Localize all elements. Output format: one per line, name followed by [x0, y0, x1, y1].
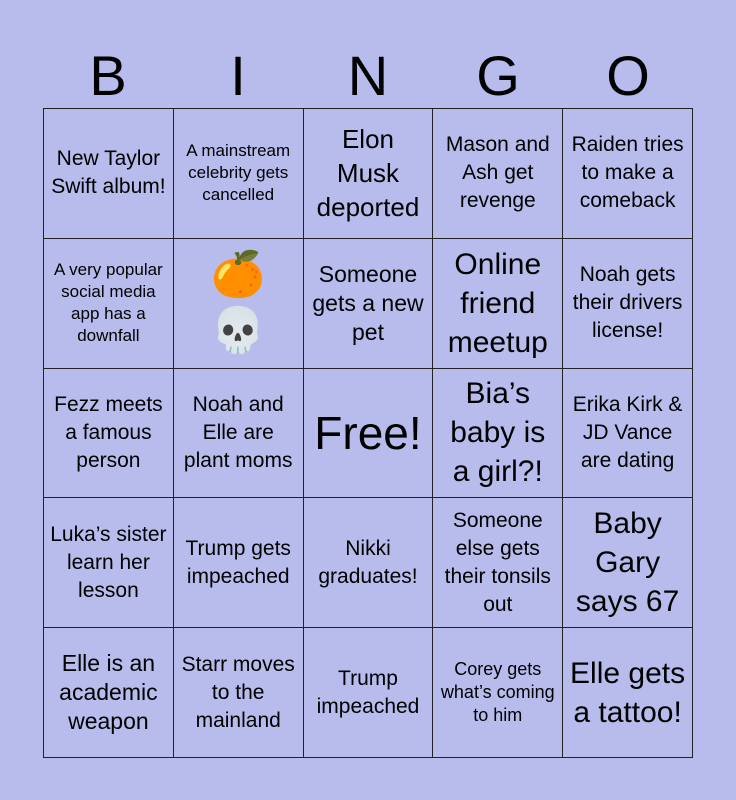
free-space-label: Free! [314, 406, 422, 459]
bingo-cell[interactable] [304, 239, 434, 369]
header-letter-i: I [230, 44, 246, 107]
cell-text: Mason and Ash get revenge [445, 133, 550, 213]
bingo-cell[interactable] [304, 109, 434, 239]
bingo-header [43, 44, 693, 108]
header-letter-g: G [476, 44, 520, 107]
bingo-cell[interactable] [563, 239, 693, 369]
bingo-cell[interactable] [433, 109, 563, 239]
bingo-cell[interactable] [433, 239, 563, 369]
cell-text: Luka’s sister learn her lesson [50, 522, 167, 602]
cell-text: Online friend meetup [447, 247, 548, 359]
cell-text: Corey gets what’s coming to him [440, 659, 555, 726]
bingo-cell[interactable] [44, 498, 174, 628]
cell-text: Fezz meets a famous person [54, 392, 163, 472]
bingo-cell[interactable] [174, 109, 304, 239]
bingo-cell[interactable] [44, 109, 174, 239]
cell-text: Bia’s baby is a girl?! [450, 377, 546, 489]
cell-text: Someone else gets their tonsils out [444, 508, 551, 616]
cell-text: Raiden tries to make a comeback [571, 133, 684, 213]
bingo-cell[interactable] [44, 239, 174, 369]
tangerine-skull-emoji-icon: 🍊💀 [210, 250, 266, 356]
bingo-cell[interactable] [563, 628, 693, 758]
free-space-cell[interactable] [304, 369, 434, 499]
bingo-cell[interactable] [44, 628, 174, 758]
cell-text: Noah gets their drivers license! [572, 263, 683, 343]
bingo-cell[interactable] [174, 369, 304, 499]
cell-text: Trump impeached [316, 666, 420, 718]
bingo-cell[interactable] [174, 498, 304, 628]
bingo-cell[interactable] [174, 628, 304, 758]
cell-text: Elle gets a tattoo! [570, 656, 686, 729]
bingo-cell[interactable] [563, 498, 693, 628]
cell-text: Elon Musk deported [316, 124, 420, 223]
cell-text: A mainstream celebrity gets cancelled [186, 141, 291, 205]
cell-text: Someone gets a new pet [312, 260, 424, 345]
cell-text: Trump gets impeached [185, 536, 291, 588]
bingo-cell[interactable] [433, 498, 563, 628]
bingo-cell[interactable] [304, 498, 434, 628]
bingo-cell[interactable] [563, 369, 693, 499]
header-letter-n: N [347, 44, 389, 107]
bingo-cell[interactable] [174, 239, 304, 369]
header-letter-b: B [89, 44, 127, 107]
bingo-cell[interactable] [433, 628, 563, 758]
bingo-grid [43, 108, 693, 758]
cell-text: Starr moves to the mainland [181, 652, 295, 732]
bingo-cell[interactable] [44, 369, 174, 499]
cell-text: New Taylor Swift album! [51, 147, 166, 199]
bingo-cell[interactable] [304, 628, 434, 758]
cell-text: Baby Gary says 67 [575, 507, 680, 619]
cell-text: Noah and Elle are plant moms [183, 392, 293, 472]
cell-text: Erika Kirk & JD Vance are dating [572, 392, 683, 472]
bingo-cell[interactable] [433, 369, 563, 499]
cell-text: Elle is an academic weapon [59, 650, 158, 735]
header-letter-o: O [606, 44, 650, 107]
cell-text: Nikki graduates! [318, 536, 418, 588]
bingo-cell[interactable] [563, 109, 693, 239]
cell-text: A very popular social media app has a downfall [54, 260, 163, 346]
